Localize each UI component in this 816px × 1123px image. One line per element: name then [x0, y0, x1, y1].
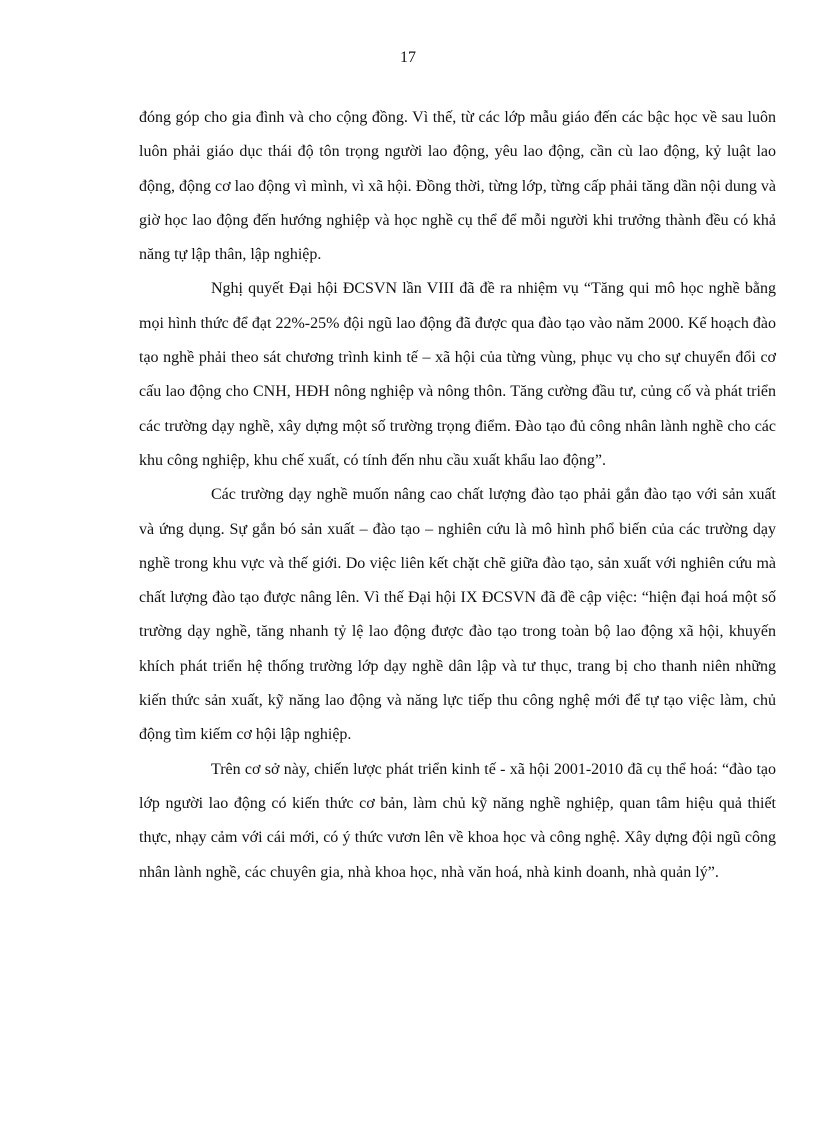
paragraph-4: Trên cơ sở này, chiến lược phát triển kinh tế - xã hội 2001-2010 đã cụ thể hoá: “đào tạo lớp người lao động có kiến thức cơ bản, làm chủ kỹ năng nghề nghiệp, quan tâm hiệu quả thiết thực, nhạy cảm với cái mới, có ý thức vươn lên về khoa học và công nghệ. Xây dựng đội ngũ công nhân lành nghề, các chuyên gia, nhà khoa học, nhà văn hoá, nhà kinh doanh, nhà quản lý”. [139, 760, 776, 881]
body-text [139, 101, 776, 890]
paragraph-1: đóng góp cho gia đình và cho cộng đồng. Vì thế, từ các lớp mẫu giáo đến các bậc học về sau luôn luôn phải giáo dục thái độ tôn trọng người lao động, yêu lao động, cần cù lao động, kỷ luật lao động, động cơ lao động vì mình, vì xã hội. Đồng thời, từng lớp, từng cấp phải tăng dần nội dung và giờ học lao động đến hướng nghiệp và học nghề cụ thể để mỗi người khi trưởng thành đều có khả năng tự lập thân, lập nghiệp. [139, 109, 776, 264]
paragraph-3: Các trường dạy nghề muốn nâng cao chất lượng đào tạo phải gắn đào tạo với sản xuất và ứng dụng. Sự gắn bó sản xuất – đào tạo – nghiên cứu là mô hình phổ biến của các trường dạy nghề trong khu vực và thế giới. Do việc liên kết chặt chẽ giữa đào tạo, sản xuất với nghiên cứu mà chất lượng đào tạo được nâng lên. Vì thế Đại hội IX ĐCSVN đã đề cập việc: “hiện đại hoá một số trường dạy nghề, tăng nhanh tỷ lệ lao động được đào tạo trong toàn bộ lao động xã hội, khuyến khích phát triển hệ thống trường lớp dạy nghề dân lập và tư thục, trang bị cho thanh niên những kiến thức sản xuất, kỹ năng lao động và năng lực tiếp thu công nghệ mới để tự tạo việc làm, chủ động tìm kiếm cơ hội lập nghiệp. [139, 486, 776, 744]
paragraph-2: Nghị quyết Đại hội ĐCSVN lần VIII đã đề ra nhiệm vụ “Tăng qui mô học nghề bằng mọi hình thức để đạt 22%-25% đội ngũ lao động đã được qua đào tạo vào năm 2000. Kế hoạch đào tạo nghề phải theo sát chương trình kinh tế – xã hội của từng vùng, phục vụ cho sự chuyển đổi cơ cấu lao động cho CNH, HĐH nông nghiệp và nông thôn. Tăng cường đầu tư, củng cố và phát triển các trường dạy nghề, xây dựng một số trường trọng điểm. Đào tạo đủ công nhân lành nghề cho các khu công nghiệp, khu chế xuất, có tính đến nhu cầu xuất khẩu lao động”. [139, 280, 776, 469]
page-number: 17 [400, 49, 416, 66]
